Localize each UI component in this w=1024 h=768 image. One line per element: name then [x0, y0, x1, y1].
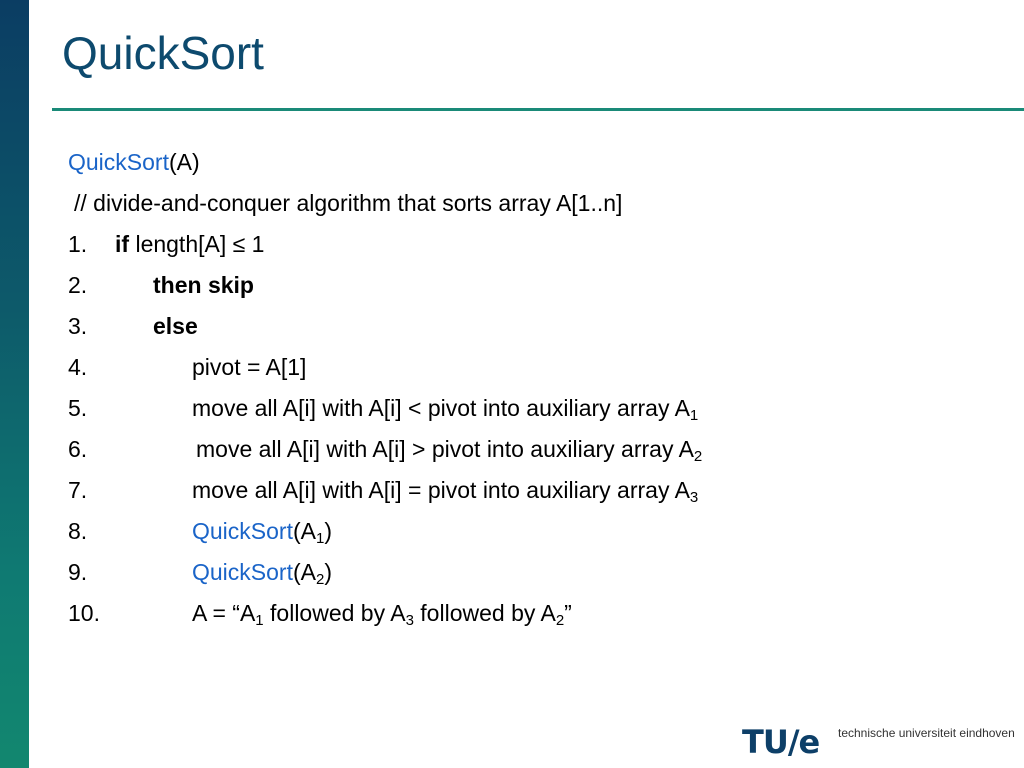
step-number: 7.	[68, 477, 88, 503]
step-6	[68, 435, 703, 465]
tue-logo-mark: TU/e	[742, 723, 820, 761]
side-accent-bar	[0, 0, 29, 768]
step-3	[68, 312, 198, 340]
function-args: (A)	[168, 149, 200, 175]
step-text: followed by A	[413, 600, 556, 626]
step-4	[68, 353, 307, 381]
subscript: 1	[315, 530, 325, 547]
step-text: pivot = A[1]	[192, 354, 307, 380]
step-1	[68, 230, 265, 258]
step-9	[68, 558, 332, 588]
step-number: 3.	[68, 313, 88, 339]
step-5	[68, 394, 699, 424]
algorithm-header	[68, 148, 200, 176]
step-text: ”	[564, 600, 572, 626]
keyword-then-skip: then skip	[153, 272, 254, 298]
step-7	[68, 476, 699, 506]
subscript: 3	[405, 612, 414, 629]
step-text: followed by A	[263, 600, 406, 626]
subscript: 1	[689, 407, 699, 424]
step-8	[68, 517, 332, 547]
title-divider	[52, 108, 1024, 111]
function-name: QuickSort	[192, 518, 293, 544]
step-text: length[A] ≤ 1	[129, 231, 265, 257]
call-close: )	[324, 518, 332, 544]
subscript: 2	[555, 612, 565, 629]
step-number: 4.	[68, 354, 88, 380]
keyword-else: else	[153, 313, 198, 339]
step-text: move all A[i] with A[i] < pivot into auxiliary array A	[192, 395, 690, 421]
subscript: 3	[689, 489, 699, 506]
university-name: technische universiteit eindhoven	[838, 726, 1015, 740]
subscript: 1	[255, 612, 264, 629]
slide-title: QuickSort	[62, 27, 264, 79]
step-number: 1.	[68, 231, 88, 257]
step-number: 2.	[68, 272, 88, 298]
function-name: QuickSort	[192, 559, 293, 585]
algorithm-comment: // divide-and-conquer algorithm that sorts array A[1..n]	[74, 190, 623, 216]
step-10	[68, 599, 572, 629]
subscript: 2	[315, 571, 325, 588]
call-args: (A	[292, 559, 316, 585]
call-args: (A	[292, 518, 316, 544]
step-2	[68, 271, 254, 299]
step-text: A = “A	[192, 600, 256, 626]
step-number: 6.	[68, 436, 88, 462]
step-number: 9.	[68, 559, 88, 585]
call-close: )	[324, 559, 332, 585]
step-number: 8.	[68, 518, 88, 544]
step-number: 5.	[68, 395, 88, 421]
subscript: 2	[693, 448, 703, 465]
step-text: move all A[i] with A[i] = pivot into auxiliary array A	[192, 477, 690, 503]
function-name: QuickSort	[68, 149, 169, 175]
keyword-if: if	[115, 231, 130, 257]
step-text: move all A[i] with A[i] > pivot into auxiliary array A	[196, 436, 694, 462]
step-number: 10.	[68, 600, 100, 626]
